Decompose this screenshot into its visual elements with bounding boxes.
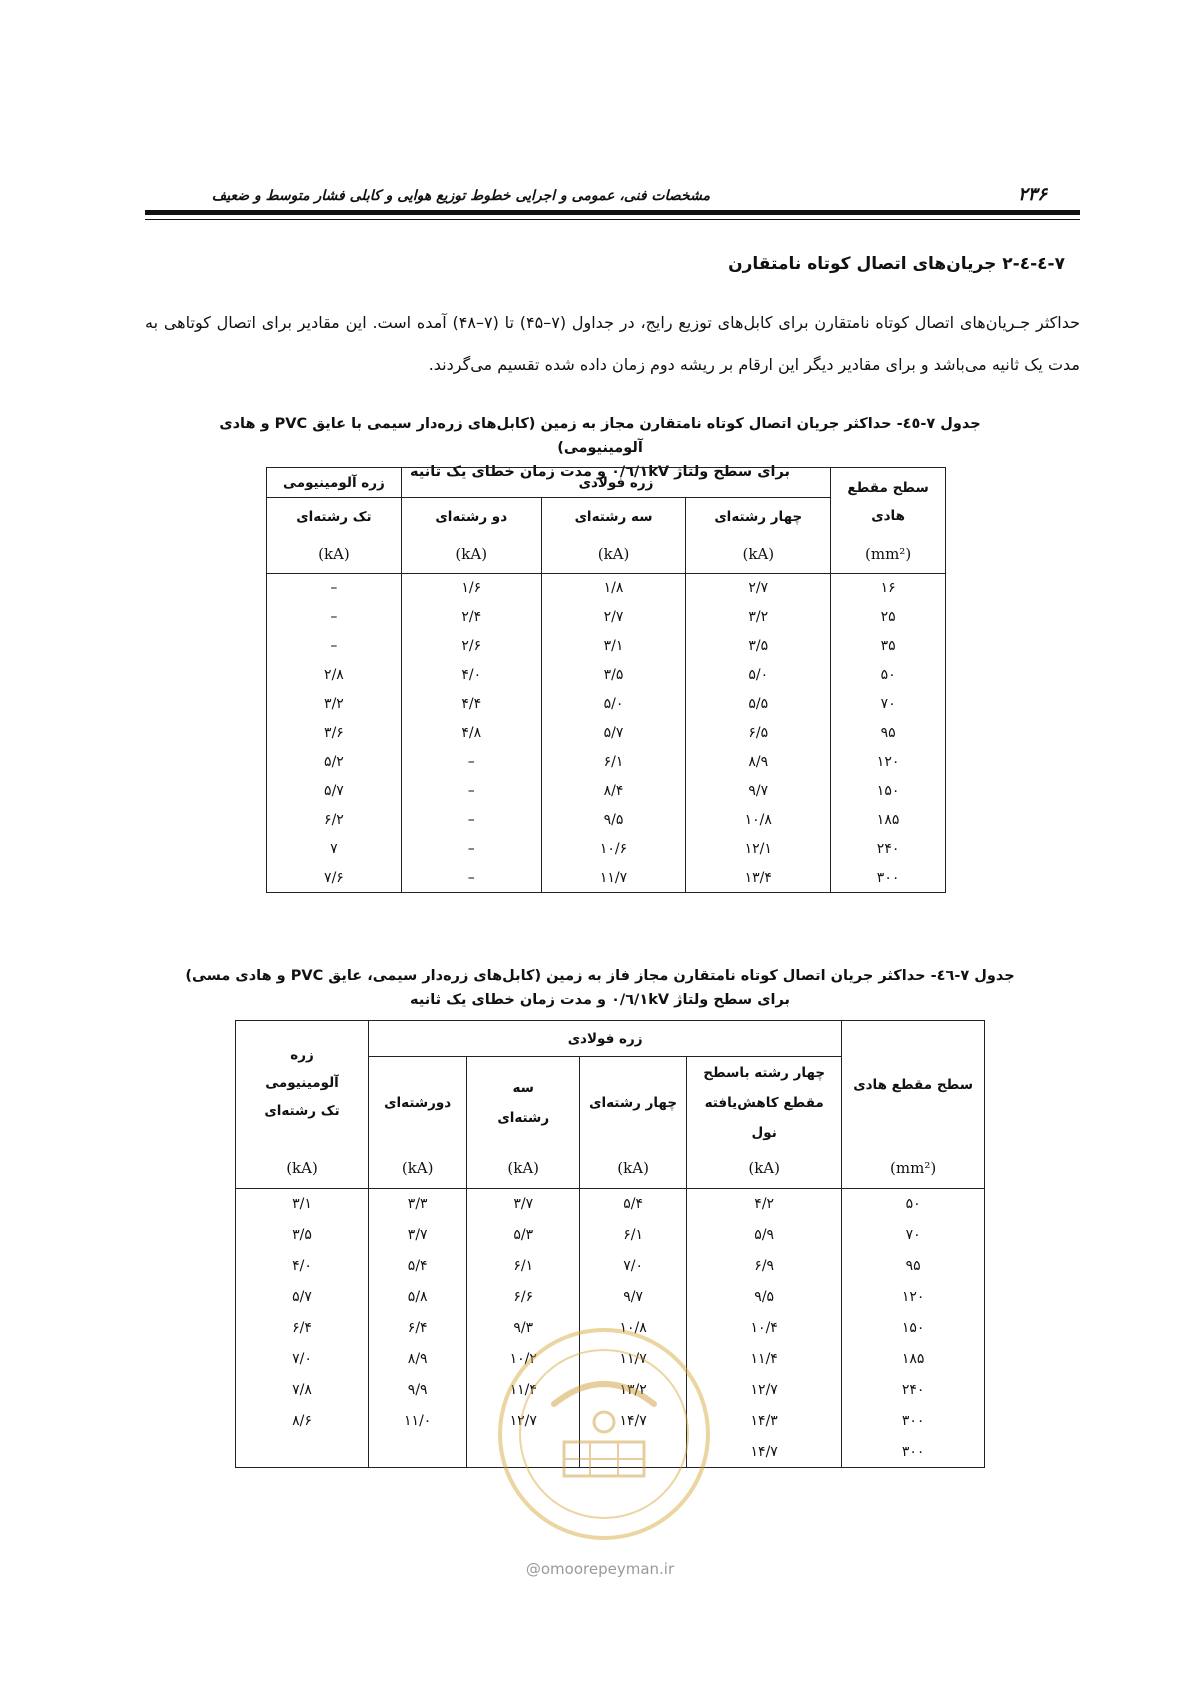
table2-caption-line2: برای سطح ولتاژ ۰/٦/۱kV و مدت زمان خطای یک ثانیه: [410, 992, 790, 1008]
table-cell: ۳/۱: [541, 632, 686, 661]
table-cell: ۲/۷: [686, 574, 831, 603]
table2-unit-four: (kA): [580, 1149, 687, 1189]
table2-unit-section: (mm²): [842, 1149, 985, 1189]
table-cell: ۳/۲: [267, 690, 402, 719]
table-cell: –: [401, 748, 541, 777]
table-cell: ۶/۴: [369, 1313, 467, 1344]
table1-body: [267, 574, 946, 893]
table-cell: ۱۶: [831, 574, 946, 603]
table-row: [267, 603, 946, 632]
table-cell: ۱۱/۰: [369, 1406, 467, 1437]
table1-header-two: دو رشته‌ای: [401, 498, 541, 536]
table-cell: ۵/۹: [687, 1220, 842, 1251]
table1-caption-line1: جدول ۷-٤٥- حداکثر جریان اتصال کوتاه نامتقارن مجاز به زمین (کابل‌های زره‌دار سیمی با عایق PVC و هادی آلومینیومی): [219, 416, 981, 456]
table-cell: ۵/۷: [267, 777, 402, 806]
table-cell: ۳/۶: [267, 719, 402, 748]
table-cell: ۱۳/۲: [580, 1375, 687, 1406]
table-cell: –: [267, 603, 402, 632]
watermark-seal-icon: [494, 1324, 714, 1544]
table-cell: ۱۸۵: [831, 806, 946, 835]
table-cell: ۳۰۰: [842, 1437, 985, 1468]
table-cell: ۵/۸: [369, 1282, 467, 1313]
table-cell: ۵/۳: [467, 1220, 580, 1251]
table2-header-four-reduced: چهار رشته باسطح مقطع کاهش‌یافته نول: [687, 1057, 842, 1149]
table-cell: ۲/۶: [401, 632, 541, 661]
table2-unit-alu: (kA): [236, 1149, 369, 1189]
table1-unit-three: (kA): [541, 536, 686, 574]
table-cell: ۶/۵: [686, 719, 831, 748]
table-cell: ۹/۵: [687, 1282, 842, 1313]
table-cell: ۱/۶: [401, 574, 541, 603]
table-cell: ۲/۷: [541, 603, 686, 632]
table-cell: –: [401, 835, 541, 864]
table-cell: ۶/۴: [236, 1313, 369, 1344]
table-cell: ۱۰/۲: [467, 1344, 580, 1375]
table2-header-section: سطح مقطع هادی: [842, 1021, 985, 1149]
table-cell: ۳۵: [831, 632, 946, 661]
table-cell: ۴/۰: [401, 661, 541, 690]
table-cell: ۳/۳: [369, 1189, 467, 1220]
table-row: [267, 632, 946, 661]
body-paragraph: حداکثر جـریان‌های اتصال کوتاه نامتقارن برای کابل‌های توزیع رایج، در جداول (۷–۴۵) تا (۷–۴۸) آمده است. این مقادیر برای اتصال کوتاهی به مدت یک ثانیه می‌باشد و برای مقادیر دیگر این ارقام بر ریشه دوم زمان داده شده تقسیم می‌گردند.: [145, 313, 1081, 374]
header-rule: [145, 210, 1080, 215]
table-cell: ۱۴/۳: [687, 1406, 842, 1437]
table-cell: ۶/۶: [467, 1282, 580, 1313]
table-row: [267, 661, 946, 690]
table-cell: ۱۲/۷: [467, 1406, 580, 1437]
table-cell: ۱۱/۷: [541, 864, 686, 893]
table2-unit-two: (kA): [369, 1149, 467, 1189]
table1-unit-two: (kA): [401, 536, 541, 574]
table-cell: ۹/۷: [580, 1282, 687, 1313]
table-row: [267, 574, 946, 603]
table-cell: ۹۵: [831, 719, 946, 748]
table-cell: ۵/۴: [369, 1251, 467, 1282]
table-cell: ۷/۸: [236, 1375, 369, 1406]
table-cell: –: [267, 574, 402, 603]
watermark-site: @omoorepeyman.ir: [525, 1560, 675, 1578]
table-cell: –: [267, 632, 402, 661]
table-cell: ۹/۹: [369, 1375, 467, 1406]
table-cell: ۷۰: [831, 690, 946, 719]
table-cell: ۱۵۰: [842, 1313, 985, 1344]
table-cell: ۹/۷: [686, 777, 831, 806]
table-cell: ۴/۲: [687, 1189, 842, 1220]
table-cell: ۲/۴: [401, 603, 541, 632]
table-cell: ۵۰: [842, 1189, 985, 1220]
table-cell: –: [401, 864, 541, 893]
table-cell: ۱۰/۸: [580, 1313, 687, 1344]
table-cell: ۴/۴: [401, 690, 541, 719]
table-cell: ۱۲۰: [831, 748, 946, 777]
table-row: [236, 1220, 985, 1251]
table-cell: ۵/۰: [541, 690, 686, 719]
table-cell: ۱۴/۷: [687, 1437, 842, 1468]
table-cell: ۹/۵: [541, 806, 686, 835]
table-cell: –: [401, 806, 541, 835]
table-cell: ۹۵: [842, 1251, 985, 1282]
table2-caption-line1: جدول ۷-٤٦- حداکثر جریان اتصال کوتاه نامتقارن مجاز فاز به زمین (کابل‌های زره‌دار سیمی، عایق PVC و هادی مسی): [185, 968, 1015, 984]
table-cell: ۱۲/۷: [687, 1375, 842, 1406]
table-cell: ۳/۵: [541, 661, 686, 690]
table-cell: ۸/۶: [236, 1406, 369, 1437]
table2-unit-four-reduced: (kA): [687, 1149, 842, 1189]
table1-header-section: سطح مقطع هادی: [831, 468, 946, 536]
table2-header-steel: زره فولادی: [369, 1021, 842, 1057]
table-cell: ۱۴/۷: [580, 1406, 687, 1437]
table-cell: ۳/۷: [369, 1220, 467, 1251]
table2-header-alu: زره آلومینیومی تک رشته‌ای: [236, 1021, 369, 1149]
table-cell: ۱۰/۶: [541, 835, 686, 864]
table-cell: ۷/۶: [267, 864, 402, 893]
table-row: [267, 777, 946, 806]
table-cell: ۸/۹: [369, 1344, 467, 1375]
table-cell: [236, 1437, 369, 1468]
table-cell: ۶/۲: [267, 806, 402, 835]
table1-caption-line2: برای سطح ولتاژ ۰/٦/۱kV و مدت زمان خطای یک ثانیه: [410, 464, 790, 480]
table-cell: ۳/۷: [467, 1189, 580, 1220]
table1: [266, 467, 946, 893]
table-cell: ۳/۵: [686, 632, 831, 661]
table-cell: ۱۱/۴: [687, 1344, 842, 1375]
table-cell: ۱۱/۴: [467, 1375, 580, 1406]
table-cell: ۱۵۰: [831, 777, 946, 806]
table2-header-two: دورشته‌ای: [369, 1057, 467, 1149]
running-header: مشخصات فنی، عمومی و اجرایی خطوط توزیع هوایی و کابلی فشار متوسط و ضعیف: [211, 188, 710, 204]
table-cell: ۱۲۰: [842, 1282, 985, 1313]
table1-header-single: تک رشته‌ای: [267, 498, 402, 536]
table-cell: ۵۰: [831, 661, 946, 690]
table-cell: ۵/۷: [541, 719, 686, 748]
table-cell: ۵/۲: [267, 748, 402, 777]
table-cell: ۱۰/۴: [687, 1313, 842, 1344]
table-row: [267, 864, 946, 893]
table-cell: ۹/۳: [467, 1313, 580, 1344]
page-number: ۲۳۶: [1018, 184, 1048, 205]
table-cell: ۸/۹: [686, 748, 831, 777]
table-cell: ۵/۴: [580, 1189, 687, 1220]
table-row: [267, 806, 946, 835]
table1-header-steel: زره فولادی: [401, 468, 830, 498]
table-cell: ۷: [267, 835, 402, 864]
header-rule-thin: [145, 219, 1080, 220]
table-cell: ۳/۵: [236, 1220, 369, 1251]
table1-header-four: چهار رشته‌ای: [686, 498, 831, 536]
table-cell: ۳/۲: [686, 603, 831, 632]
table1-header-three: سه رشته‌ای: [541, 498, 686, 536]
table-row: [267, 719, 946, 748]
table-cell: –: [401, 777, 541, 806]
table-cell: ۲۴۰: [831, 835, 946, 864]
table-cell: ۱۱/۷: [580, 1344, 687, 1375]
table-cell: ۱/۸: [541, 574, 686, 603]
table-cell: ۲/۸: [267, 661, 402, 690]
table-cell: ۷/۰: [580, 1251, 687, 1282]
table2-caption: [180, 964, 1020, 1012]
table-cell: ۱۳/۴: [686, 864, 831, 893]
table1-unit-section: (mm²): [831, 536, 946, 574]
table1-unit-four: (kA): [686, 536, 831, 574]
table2-unit-three: (kA): [467, 1149, 580, 1189]
table-cell: ۴/۰: [236, 1251, 369, 1282]
table2-header-three: سه رشته‌ای: [467, 1057, 580, 1149]
table-cell: ۵/۷: [236, 1282, 369, 1313]
table1-header-alu: زره آلومینیومی: [267, 468, 402, 498]
table-cell: ۱۸۵: [842, 1344, 985, 1375]
table1-unit-single: (kA): [267, 536, 402, 574]
table-cell: [369, 1437, 467, 1468]
table-cell: ۲۴۰: [842, 1375, 985, 1406]
table-row: [267, 835, 946, 864]
table-cell: ۴/۸: [401, 719, 541, 748]
table-cell: ۱۰/۸: [686, 806, 831, 835]
table-row: [236, 1251, 985, 1282]
table-cell: ۷/۰: [236, 1344, 369, 1375]
table-cell: ۶/۱: [580, 1220, 687, 1251]
table-cell: ۳۰۰: [842, 1406, 985, 1437]
table-row: [236, 1189, 985, 1220]
table-cell: ۸/۴: [541, 777, 686, 806]
table-cell: ۶/۱: [541, 748, 686, 777]
table-cell: ۳۰۰: [831, 864, 946, 893]
table-row: [267, 748, 946, 777]
table-cell: ۵/۵: [686, 690, 831, 719]
table-row: [267, 690, 946, 719]
table-cell: ۷۰: [842, 1220, 985, 1251]
table2-header-four: چهار رشته‌ای: [580, 1057, 687, 1149]
table-cell: ۶/۱: [467, 1251, 580, 1282]
table-cell: ۱۲/۱: [686, 835, 831, 864]
table-cell: ۶/۹: [687, 1251, 842, 1282]
table-cell: ۳/۱: [236, 1189, 369, 1220]
table-row: [236, 1282, 985, 1313]
table-cell: ۵/۰: [686, 661, 831, 690]
section-heading: ۷-٤-٤-۲ جریان‌های اتصال کوتاه نامتقارن: [728, 254, 1065, 274]
table-cell: ۲۵: [831, 603, 946, 632]
